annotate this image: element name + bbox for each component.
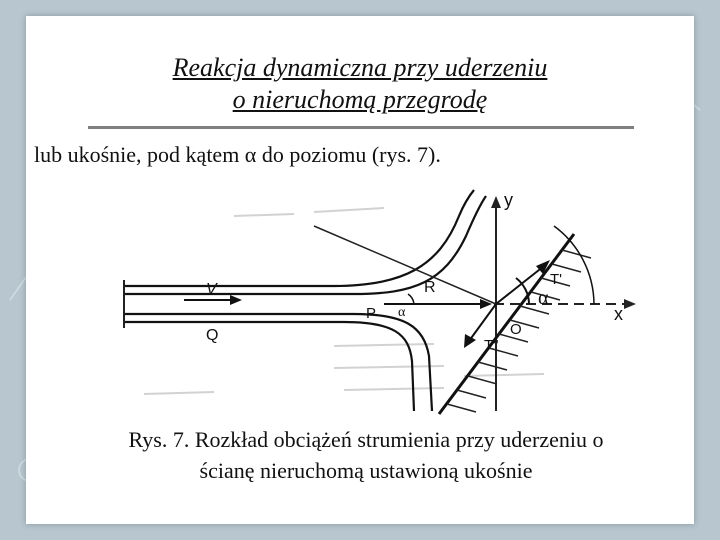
label-angle-main: α	[538, 287, 549, 309]
intro-text: lub ukośnie, pod kątem α do poziomu (rys. 7).	[34, 142, 441, 167]
label-angle-small: α	[398, 305, 406, 320]
label-tangent-upper: T'	[550, 271, 563, 288]
slide-title	[66, 52, 654, 116]
label-origin: O	[510, 321, 522, 338]
inclined-wall	[439, 234, 574, 414]
label-axis-y: y	[504, 190, 513, 210]
label-axis-x: x	[614, 304, 623, 324]
title-line-2: o nieruchomą przegrodę	[232, 85, 488, 114]
tangent-lower-arrow	[469, 304, 496, 341]
label-tangent-lower: T"	[484, 337, 499, 354]
title-line-1: Reakcja dynamiczna przy uderzeniu	[172, 53, 548, 82]
label-flow-rate: Q	[206, 327, 219, 344]
small-angle-arc	[408, 294, 414, 304]
caption-line-2: ścianę nieruchomą ustawioną ukośnie	[199, 458, 533, 483]
reaction-line	[314, 226, 496, 304]
figure-caption	[66, 424, 666, 486]
caption-line-1: Rys. 7. Rozkład obciążeń strumienia przy uderzeniu o	[128, 427, 604, 452]
jet-impact-diagram	[84, 186, 636, 418]
label-reaction: R	[424, 279, 436, 296]
x-axis-arrow	[624, 299, 636, 309]
jet-streamlines	[124, 190, 486, 411]
label-pressure-force: P	[366, 305, 377, 322]
label-velocity: V	[206, 281, 217, 298]
slide-panel	[26, 16, 694, 524]
title-underline-rule	[88, 126, 634, 129]
angle-arc-outer	[554, 226, 594, 304]
y-axis-arrow	[491, 196, 501, 208]
